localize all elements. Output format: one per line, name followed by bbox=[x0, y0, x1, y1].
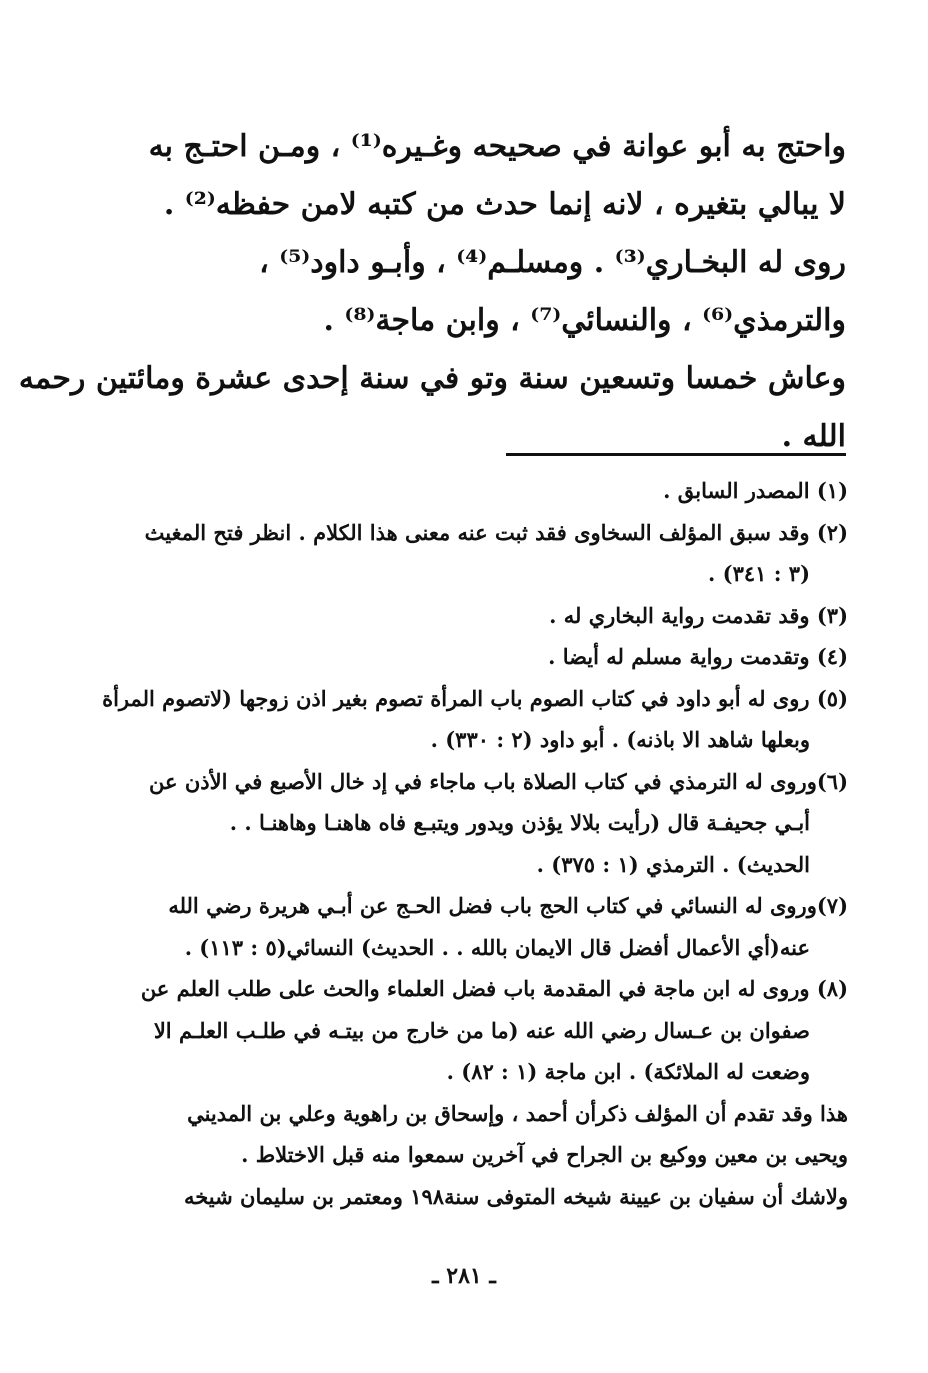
footnote-line: (٧)وروى له النسائي في كتاب الحج باب فضل الحـج عن أبـي هريرة رضي الله bbox=[168, 893, 848, 918]
footnotes bbox=[102, 470, 848, 1217]
footnote-8 bbox=[140, 968, 848, 1093]
footnote-line: صفوان بن عـسال رضي الله عنه (ما من خارج من بيتـه في طلـب العلـم الا bbox=[153, 1017, 810, 1043]
footnote-line: (٨) وروى له ابن ماجة في المقدمة باب فضل العلماء والحث على طلب العلم عن bbox=[140, 976, 848, 1001]
footnote-line: أبـي جحيفـة قال (رأيت بلالا يؤذن ويدور ويتبـع فاه هاهنـا وهاهنـا . . bbox=[229, 810, 810, 835]
footnote-line: (٢) وقد سبق المؤلف السخاوى فقد ثبت عنه معنى هذا الكلام . انظر فتح المغيث bbox=[144, 519, 848, 545]
main-line: والترمذي⁽⁶⁾ ، والنسائي⁽⁷⁾ ، وابن ماجة⁽⁸⁾ . bbox=[323, 303, 846, 338]
main-line: وعاش خمسا وتسعين سنة وتو في سنة إحدى عشرة ومائتين رحمه bbox=[18, 361, 846, 396]
footnote-line: وضعت له الملائكة) . ابن ماجة (١ : ٨٢) . bbox=[446, 1059, 810, 1084]
main-line: روى له البخـاري⁽³⁾ . ومسلـم⁽⁴⁾ ، وأبـو داود⁽⁵⁾ ، bbox=[259, 245, 846, 280]
footnote-7 bbox=[148, 885, 848, 968]
footnote-4 bbox=[148, 636, 848, 678]
footnote-line: (٥) روى له أبو داود في كتاب الصوم باب المرأة تصوم بغير اذن زوجها (لاتصوم المرأة bbox=[102, 685, 848, 711]
main-text bbox=[18, 118, 846, 466]
footnote-1 bbox=[148, 470, 848, 512]
footnote-2 bbox=[144, 512, 848, 595]
footnote-6 bbox=[148, 761, 848, 886]
closing-line: ويحيى بن معين ووكيع بن الجراح في آخرين سمعوا منه قبل الاختلاط . bbox=[241, 1142, 848, 1167]
main-line: لا يبالي بتغيره ، لانه إنما حدث من كتبه لامن حفظه⁽²⁾ . bbox=[163, 187, 846, 222]
footnote-line: (١) المصدر السابق . bbox=[663, 478, 848, 503]
footnote-5 bbox=[102, 678, 848, 761]
page-number: ـ ٢٨١ ـ bbox=[432, 1263, 496, 1289]
footnote-line: عنه(أي الأعمال أفضل قال الايمان بالله . . الحديث) النسائي(٥ : ١١٣) . bbox=[184, 934, 810, 960]
footnote-line: (٦)وروى له الترمذي في كتاب الصلاة باب ماجاء في إد خال الأصبع في الأذن عن bbox=[149, 768, 848, 794]
main-line: واحتج به أبو عوانة في صحيحه وغـيره⁽¹⁾ ، ومـن احتـج به bbox=[148, 129, 846, 164]
footnote-line: الحديث) . الترمذي (١ : ٣٧٥) . bbox=[536, 851, 810, 877]
footnote-separator bbox=[506, 453, 846, 456]
closing-line: ولاشك أن سفيان بن عيينة شيخه المتوفى سنة١٩٨ ومعتمر بن سليمان شيخه bbox=[183, 1183, 848, 1209]
footnote-line: وبعلها شاهد الا باذنه) . أبو داود (٢ : ٣٣٠) . bbox=[430, 727, 810, 752]
footnote-3 bbox=[148, 595, 848, 637]
closing-line: هذا وقد تقدم أن المؤلف ذكرأن أحمد ، وإسحاق بن راهوية وعلي بن المديني bbox=[187, 1100, 848, 1126]
footnote-line: (٣) وقد تقدمت رواية البخاري له . bbox=[549, 602, 848, 628]
footnote-line: (٣ : ٣٤١) . bbox=[708, 561, 810, 586]
footnote-line: (٤) وتقدمت رواية مسلم له أيضا . bbox=[548, 644, 848, 669]
main-line: الله . bbox=[781, 419, 846, 454]
